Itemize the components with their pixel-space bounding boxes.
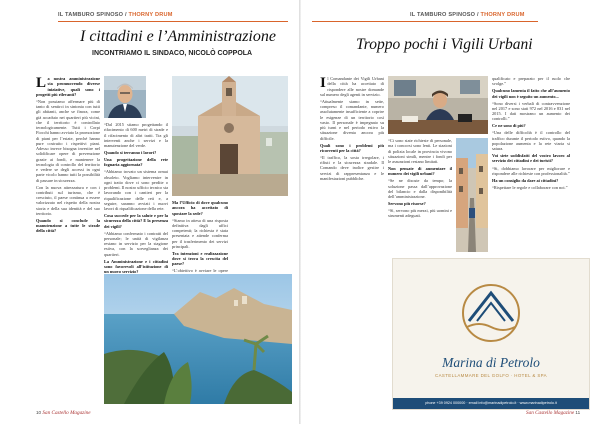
interview-question: Cosa succede per la salute e per la sicurezza della città? E la presenza dei vigili? bbox=[104, 213, 168, 229]
interview-question: Una progettazione della rete fognaria aggiornata? bbox=[104, 157, 168, 168]
interview-question: Quando si conclude la manutenzione a tutte le strade della città? bbox=[36, 217, 100, 234]
article-column-2 bbox=[388, 138, 452, 252]
page-number: 11 bbox=[575, 410, 581, 415]
paragraph: “Il traffico, la sosta irregolare, i rifiuti e la sicurezza stradale. Il Comando deve inoltre gestire i servizi di rappresentanza e le manifestazioni pubbliche. bbox=[320, 154, 384, 181]
paragraph: “Rispettare le regole e collaborare con noi.” bbox=[492, 184, 568, 190]
magazine-name: San Castello Magazine bbox=[42, 410, 91, 416]
paragraph: “Siamo in attesa di una risposta definitiva dagli uffici competenti; la richiesta è stata presentata e attende conferma per il trasferimento dei servizi principali. bbox=[172, 217, 228, 249]
page-footer bbox=[36, 410, 91, 416]
paragraph: “L’obiettivo è avviare le opere bbox=[172, 268, 228, 274]
paragraph: “Abbiamo trovato un sistema ormai obsoleto. Vogliamo intervenire in ogni tratto dove ci sono perdite o problemi. Il nostro ufficio tecnico sta lavorando con i cantieri per la riqualificazione delle reti e, a seguire, saranno avviati i nuovi lavori di riqualificazione della rete. bbox=[104, 169, 168, 212]
hotel-logo-icon bbox=[393, 259, 589, 355]
article-column-1 bbox=[36, 76, 100, 398]
paragraph: “Attualmente siamo in sette, compreso il comandante, numero assolutamente insufficiente a coprire le esigenze di un territorio così vasto. Il personale è impegnato su più turni e nel periodo estivo la situazione diventa ancora più difficile. bbox=[320, 98, 384, 141]
article-title: I cittadini e l’Amministrazione bbox=[80, 28, 276, 45]
drop-cap: L bbox=[36, 75, 47, 91]
interview-question: Voi siete soddisfatti del vostro lavoro al servizio dei cittadini e dei turisti? bbox=[492, 153, 570, 164]
paragraph: qualificato e preparato per il ruolo che svolge.” bbox=[492, 76, 570, 87]
section-name-english: THORNY DRUM bbox=[128, 12, 173, 18]
interview-question: Non pensate di aumentare il numero dei vigili urbani? bbox=[388, 166, 452, 177]
article-column-3 bbox=[172, 200, 228, 274]
coastline-photo bbox=[104, 274, 292, 404]
interview-question: Ce ne sono di più? bbox=[492, 123, 526, 129]
section-name-english: THORNY DRUM bbox=[480, 12, 525, 18]
paragraph: “Abbiamo confermato i contratti del personale; le unità di vigilanza restano in servizio per la stagione estiva, con la sorveglianza dei quartieri. bbox=[104, 230, 168, 257]
paragraph: “Ci sono state richieste di personale, ma i concorsi sono lenti. Le stazioni di polizia locale in provincia vivono situazioni simili, mentre i fondi per le assunzioni restano limitati. bbox=[388, 138, 452, 164]
section-header bbox=[410, 12, 525, 18]
article-subtitle: INCONTRIAMO IL SINDACO, NICOLÒ COPPOLA bbox=[92, 50, 253, 57]
paragraph: “Dal 2015 stiamo progettando il rifacimento di 600 metri di strade e il rifacimento di altri tratti. Tra gli interventi anche i servizi e la manutenzione del verde. bbox=[104, 122, 168, 148]
hotel-tagline: CASTELLAMMARE DEL GOLFO · HOTEL & SPA bbox=[435, 373, 547, 378]
hotel-name: Marina di Petrolo bbox=[442, 355, 540, 370]
paragraph: “Si, dobbiamo lavorare per migliorare e rispondere alle richieste con professionalità.” bbox=[492, 165, 570, 176]
paragraph: “Una delle difficoltà è il controllo del traffico durante il periodo estivo, quando la popolazione aumenta e la rete viaria si satura. bbox=[492, 130, 570, 152]
drop-cap: I bbox=[320, 75, 326, 91]
interview-question: Tra intenzioni e realizzazione dove si trova la crescita del paese? bbox=[172, 250, 228, 267]
interview-question: Quali sono i problemi più ricorrenti per la città? bbox=[320, 142, 384, 153]
section-separator: / bbox=[123, 12, 129, 18]
page-number: 10 bbox=[36, 410, 42, 415]
magazine-name: San Castello Magazine bbox=[526, 410, 575, 416]
paragraph: l Comandante dei Vigili Urbani della città ha accettato di rispondere alle nostre domande sul numero degli agenti in servizio. bbox=[320, 76, 384, 97]
hotel-contacts[interactable]: phone +39 0924 000000 · email info@marinadipetrolo.it · www.marinadipetrolo.it bbox=[393, 398, 589, 409]
header-rule bbox=[312, 21, 538, 22]
article-column-3 bbox=[492, 76, 570, 252]
right-page bbox=[300, 0, 600, 424]
section-header bbox=[58, 12, 173, 18]
article-title: Troppo pochi i Vigili Urbani bbox=[356, 36, 533, 53]
section-separator: / bbox=[475, 12, 481, 18]
interview-question: Ha un consiglio da dare ai cittadini? bbox=[492, 177, 559, 183]
section-name: IL TAMBURO SPINOSO bbox=[410, 12, 476, 18]
interview-question: Quando si terranno i lavori? bbox=[104, 150, 157, 156]
interview-question: Servono più risorse? bbox=[388, 201, 426, 207]
paragraph: “Sì, servono più mezzi, più uomini e strumenti adeguati. bbox=[388, 208, 452, 219]
officer-at-desk-photo bbox=[388, 76, 488, 134]
church-photo bbox=[172, 76, 288, 196]
article-column-1 bbox=[320, 76, 384, 252]
mayor-portrait-photo bbox=[104, 76, 146, 118]
paragraph: “Non possiamo affermare più di tanto di sentirci in sintonia con tutti gli abitanti, anche se finora, come già accaduto nei quartieri più vicini, che il territorio è controllato tecnologicamente. Tutti i Corpi Fiocchi hanno avviato la promozione di piani per l’estate, perché hanno pure costruito i rispettivi piani. Adesso invece bisogna investire nel solidificare opere di prevenzione grazie ai fondi, e mantenere la tecnologia di controllo del territorio e vedere se degli accessi in ogni parte vicolo hanno tutti la possibilità di passare in sicurezza. bbox=[36, 98, 100, 183]
paragraph: “Se ne discute da tempo; la soluzione passa dall’approvazione del bilancio e dalla disponibilità dell’amministrazione. bbox=[388, 178, 452, 200]
section-name: IL TAMBURO SPINOSO bbox=[58, 12, 124, 18]
interview-question: Ma l’Ufficio di dove qualcuno ancora ha accettato di spostare la sede? bbox=[172, 200, 228, 216]
page-footer bbox=[526, 410, 580, 416]
article-column-2 bbox=[104, 122, 168, 275]
interview-question: Qualcuno lamenta il fatto che all’aumento dei vigili non è seguito un aumento... bbox=[492, 88, 570, 99]
hotel-advertisement[interactable] bbox=[392, 258, 590, 410]
paragraph: “Sono diversi i verbali di contravvenzione nel 2017 e sono stati 972 nel 2016 e 831 nel 2015. I dati mostrano un aumento dei controlli.” bbox=[492, 100, 570, 122]
header-rule bbox=[58, 21, 288, 22]
paragraph: Con la nuova attrezzatura e con i contributi sul turismo, che è cresciuto, il paese continua a essere valorizzato nel rispetto della nostra storia e della sua identità e del suo territorio. bbox=[36, 184, 100, 216]
street-photo bbox=[456, 138, 488, 252]
interview-question: a nostra amministrazione sta promuovendo diverse iniziative, quali sono i progetti più rilevanti? bbox=[36, 76, 100, 97]
interview-question: La Amministrazione e i cittadini sono favorevoli all’istituzione di un nuovo servizio? bbox=[104, 258, 168, 275]
